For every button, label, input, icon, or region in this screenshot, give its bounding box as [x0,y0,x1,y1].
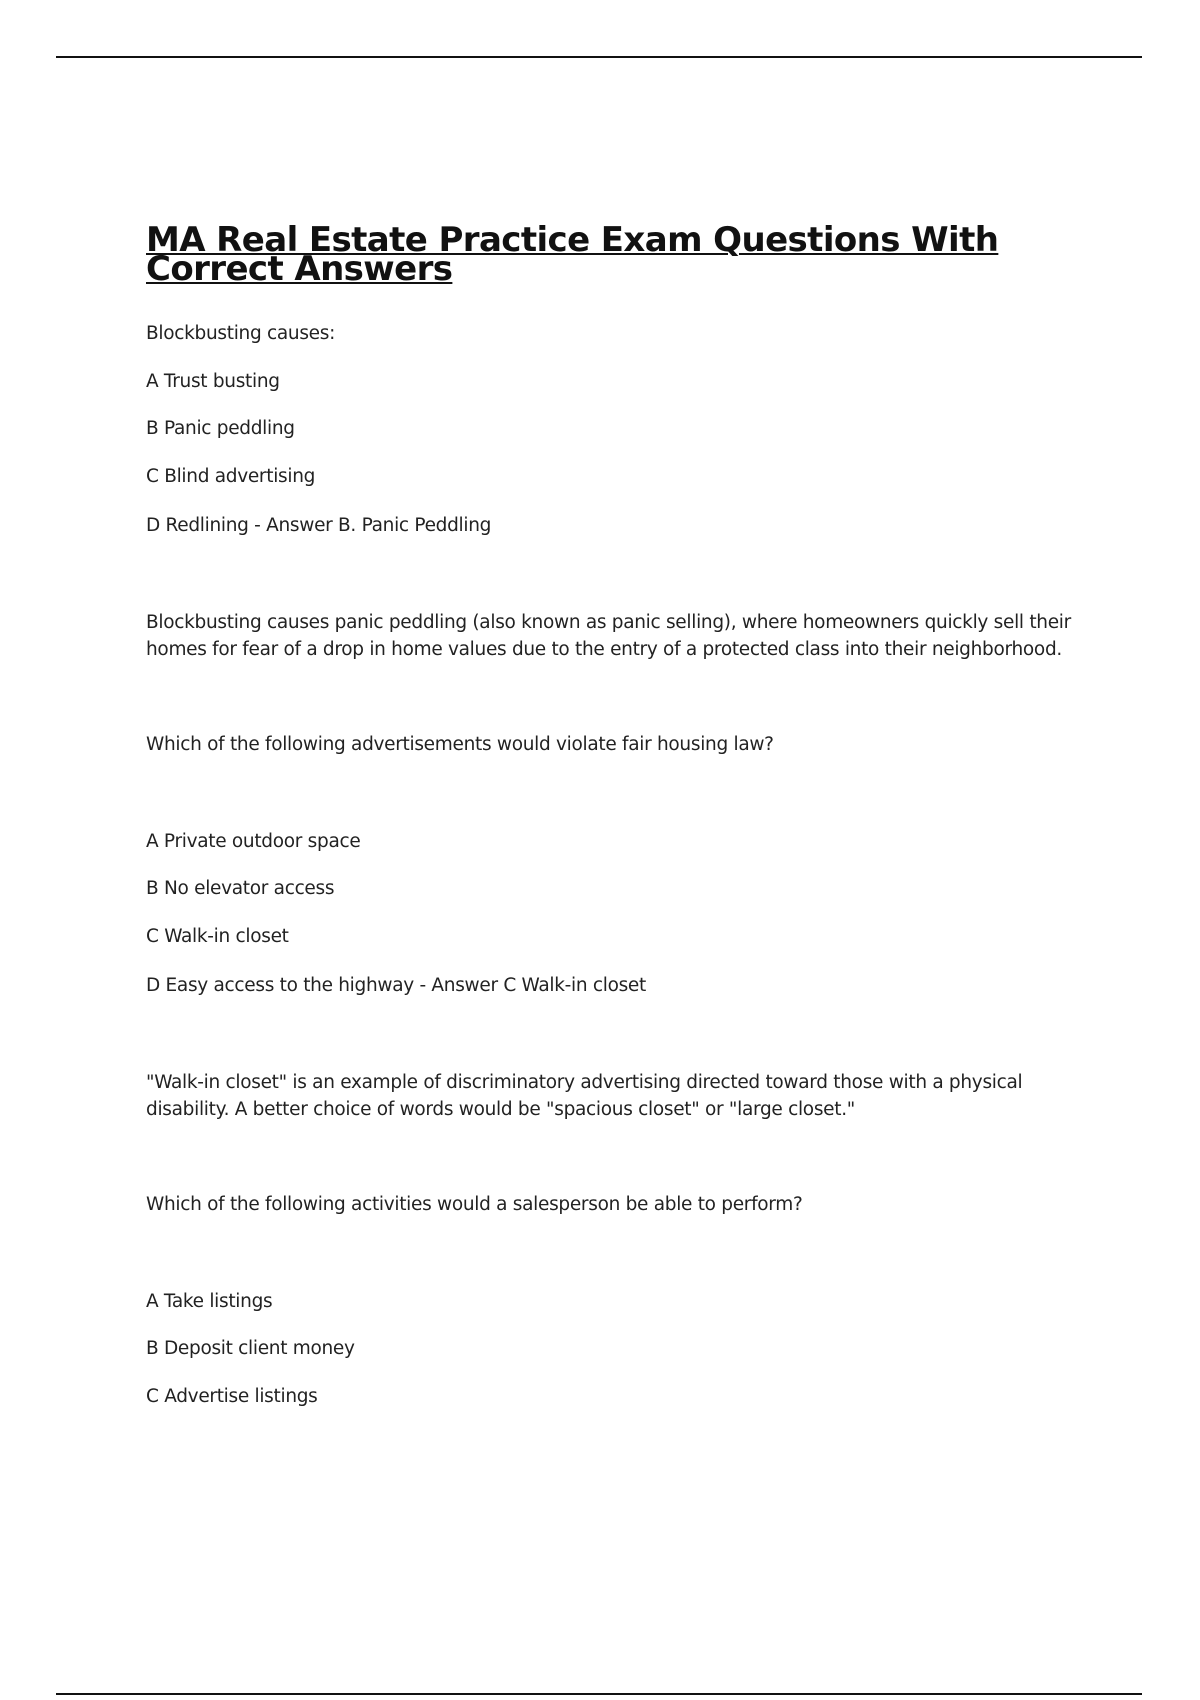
document-title: MA Real Estate Practice Exam Questions With Correct Answers [146,220,999,289]
footer-rule [56,1693,1142,1695]
answer-option: C Walk-in closet [146,926,289,947]
answer-option: A Private outdoor space [146,831,361,852]
answer-option: C Blind advertising [146,466,316,487]
question-prompt: Which of the following advertisements would violate fair housing law? [146,734,774,755]
answer-option: A Take listings [146,1291,273,1312]
answer-option: D Redlining - Answer B. Panic Peddling [146,515,492,536]
question-prompt: Blockbusting causes: [146,323,336,344]
answer-option: B Panic peddling [146,418,295,439]
answer-option: A Trust busting [146,371,280,392]
document-body [146,220,1086,1407]
answer-option: D Easy access to the highway - Answer C Walk-in closet [146,975,646,996]
answer-explanation: "Walk-in closet" is an example of discriminatory advertising directed toward those with a physical disability. A better choice of words would be "spacious closet" or "large closet." [146,1072,1023,1120]
answer-explanation: Blockbusting causes panic peddling (also known as panic selling), where homeowners quickly sell their homes for fear of a drop in home values due to the entry of a protected class into their neighborhood. [146,612,1071,660]
answer-option: C Advertise listings [146,1386,318,1407]
header-rule [56,56,1142,58]
question-prompt: Which of the following activities would a salesperson be able to perform? [146,1194,803,1215]
answer-option: B No elevator access [146,878,335,899]
answer-option: B Deposit client money [146,1338,355,1359]
